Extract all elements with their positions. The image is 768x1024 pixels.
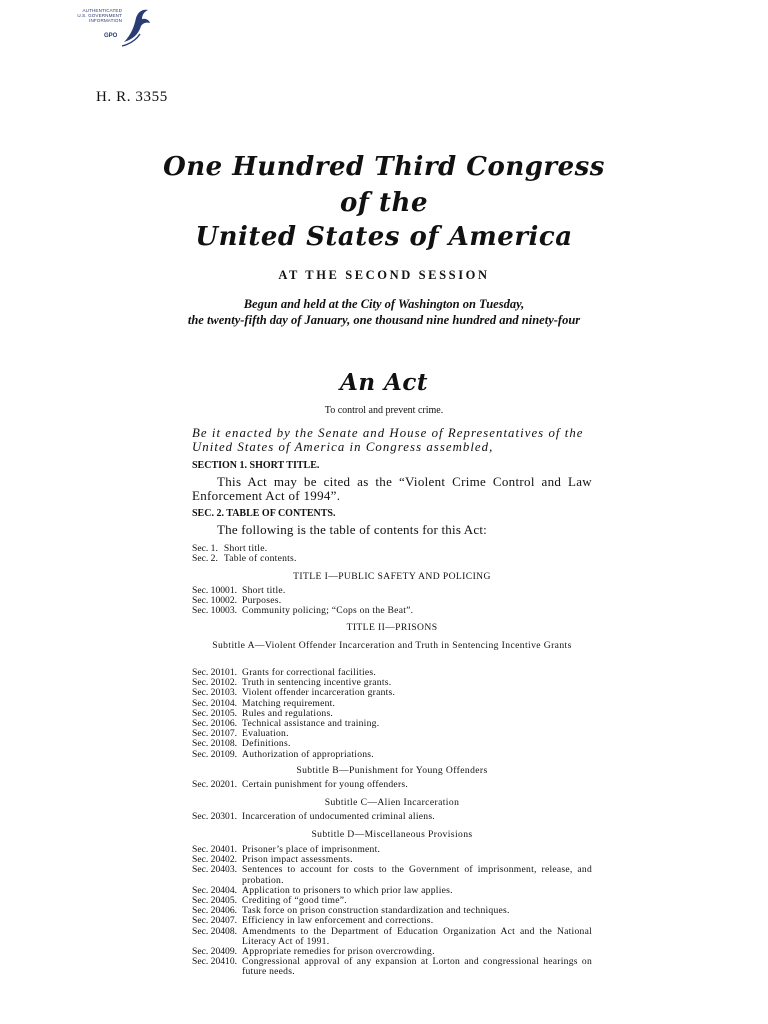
toc-section-number: Sec. 20410. (192, 956, 238, 968)
toc-section-title: Incarceration of undocumented criminal aliens. (242, 811, 435, 822)
toc-section-title: Evaluation. (242, 728, 289, 740)
logo-line: U.S. GOVERNMENT (77, 13, 122, 19)
toc-section-title: Crediting of “good time”. (242, 895, 347, 907)
toc-block (192, 812, 592, 822)
toc-section-title: Amendments to the Department of Education Organization Act and the National Literacy Act of 1991. (242, 925, 592, 947)
toc-entry (192, 865, 592, 885)
toc-section-number: Sec. 20408. (192, 925, 238, 937)
toc-entry (192, 750, 592, 760)
toc-section-number: Sec. 2. (192, 553, 218, 565)
toc-section-title: Short title. (223, 543, 268, 554)
toc-section-title: Technical assistance and training. (242, 718, 380, 730)
toc-section-number: Sec. 20102. (192, 677, 238, 689)
toc-section-title: Authorization of appropriations. (242, 748, 374, 760)
toc-section-title: Efficiency in law enforcement and corrections. (242, 915, 434, 927)
toc-section-title: Short title. (242, 585, 286, 596)
act-heading: An Act (339, 369, 429, 396)
toc-section-title: Congressional approval of any expansion at Lorton and congressional hearings on future needs. (242, 956, 592, 978)
toc-section-number: Sec. 1. (192, 543, 218, 554)
toc-section-title: Community policing; “Cops on the Beat”. (242, 605, 414, 617)
toc-subtitle-heading: Subtitle B—Punishment for Young Offenders (296, 765, 488, 776)
gpo-authentication-logo (62, 6, 152, 46)
toc-block (192, 586, 592, 617)
toc-section-number: Sec. 20109. (192, 748, 238, 760)
toc-section-number: Sec. 20101. (192, 667, 238, 678)
toc-section-number: Sec. 20301. (192, 811, 238, 822)
toc-block (192, 845, 592, 978)
toc-section-title: Matching requirement. (242, 697, 336, 709)
toc-section-title: Application to prisoners to which prior law applies. (242, 884, 453, 896)
toc-section-number: Sec. 10002. (192, 595, 238, 607)
congress-title: One Hundred Third Congress (163, 152, 605, 182)
toc-entry (192, 927, 592, 947)
toc-section-number: Sec. 20401. (192, 844, 238, 855)
begun-line: Begun and held at the City of Washington on Tuesday, (243, 297, 525, 311)
toc-section-title: Certain punishment for young offenders. (242, 779, 409, 790)
toc-section-title: Prisoner’s place of imprisonment. (242, 844, 381, 855)
toc-section-number: Sec. 20106. (192, 718, 238, 730)
toc-section-number: Sec. 20407. (192, 915, 238, 927)
bill-number: H. R. 3355 (96, 89, 168, 105)
toc-section-title: Purposes. (242, 595, 282, 607)
toc-section-title: Appropriate remedies for prison overcrowding. (242, 946, 435, 958)
logo-text (62, 8, 122, 24)
toc-title-heading: TITLE I—PUBLIC SAFETY AND POLICING (293, 571, 491, 582)
begun-line: the twenty-fifth day of January, one thousand nine hundred and ninety-four (187, 313, 581, 327)
enacting-clause: Be it enacted by the Senate and House of Representatives of the United States of America in Congress assembled, (192, 426, 584, 454)
toc-section-number: Sec. 20402. (192, 854, 238, 866)
toc-section-number: Sec. 20108. (192, 738, 238, 750)
toc-section-number: Sec. 20104. (192, 697, 238, 709)
section-1-heading: SECTION 1. SHORT TITLE. (192, 460, 320, 471)
country-name: United States of America (195, 222, 573, 252)
toc-section-number: Sec. 20404. (192, 884, 238, 896)
session-heading: AT THE SECOND SESSION (278, 268, 490, 282)
eagle-icon (120, 6, 152, 50)
toc-block (192, 544, 592, 564)
toc-section-number: Sec. 20405. (192, 895, 238, 907)
toc-entry (192, 606, 592, 616)
section-2-heading: SEC. 2. TABLE OF CONTENTS. (192, 508, 336, 519)
toc-section-number: Sec. 10001. (192, 585, 238, 596)
act-purpose: To control and prevent crime. (324, 405, 444, 416)
toc-section-number: Sec. 20406. (192, 905, 238, 917)
toc-entry (192, 780, 592, 790)
logo-line: AUTHENTICATED (82, 8, 122, 13)
toc-block (192, 780, 592, 790)
toc-entry (192, 554, 592, 564)
toc-section-number: Sec. 20103. (192, 687, 238, 699)
toc-section-title: Prison impact assessments. (242, 854, 353, 866)
toc-section-number: Sec. 20105. (192, 707, 238, 719)
toc-entry (192, 812, 592, 822)
toc-section-number: Sec. 20409. (192, 946, 238, 958)
toc-subtitle-heading: Subtitle A—Violent Offender Incarceration and Truth in Sentencing Incentive Grants (212, 640, 572, 651)
toc-section-number: Sec. 10003. (192, 605, 238, 617)
toc-section-title: Violent offender incarceration grants. (242, 687, 396, 699)
toc-subtitle-heading: Subtitle C—Alien Incarceration (324, 797, 460, 808)
toc-section-title: Task force on prison construction standardization and techniques. (242, 905, 510, 917)
congress-title-of-the: of the (339, 188, 429, 218)
toc-block (192, 668, 592, 760)
gpo-label: GPO (104, 33, 118, 39)
toc-section-title: Definitions. (242, 738, 291, 750)
toc-section-number: Sec. 20201. (192, 779, 238, 790)
toc-section-title: Truth in sentencing incentive grants. (242, 677, 392, 689)
section-2-body: The following is the table of contents for this Act: (217, 522, 487, 537)
toc-entry (192, 957, 592, 977)
toc-section-number: Sec. 20107. (192, 728, 238, 740)
toc-section-title: Rules and regulations. (242, 707, 334, 719)
toc-subtitle-heading: Subtitle D—Miscellaneous Provisions (311, 829, 473, 840)
toc-section-title: Table of contents. (223, 553, 297, 565)
logo-line: INFORMATION (89, 18, 122, 24)
toc-title-heading: TITLE II—PRISONS (346, 622, 438, 633)
toc-section-title: Sentences to account for costs to the Government of imprisonment, release, and probation. (242, 864, 592, 886)
section-1-body: This Act may be cited as the “Violent Crime Control and Law Enforcement Act of 1994”. (192, 474, 592, 503)
toc-section-title: Grants for correctional facilities. (242, 667, 376, 678)
toc-section-number: Sec. 20403. (192, 864, 238, 876)
